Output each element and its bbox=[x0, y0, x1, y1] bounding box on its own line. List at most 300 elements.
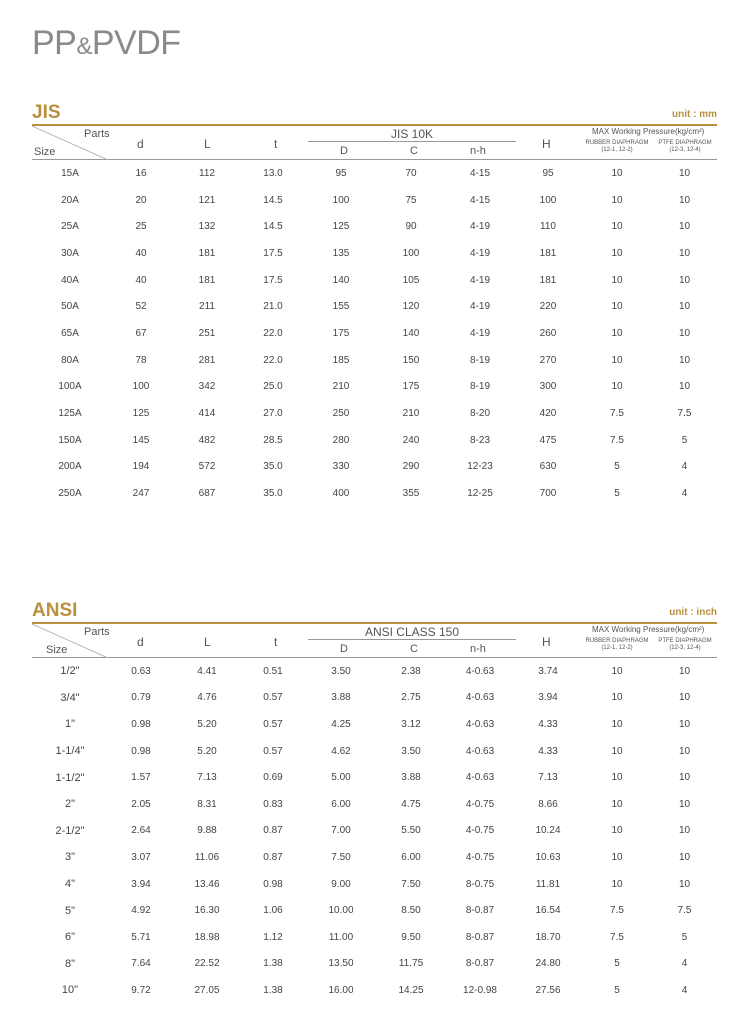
jis-cell-D: 330 bbox=[332, 461, 350, 473]
ansi-cell-H: 3.74 bbox=[538, 665, 558, 677]
ansi-cell-D: 7.50 bbox=[331, 851, 351, 863]
jis-cell-ptfe: 4 bbox=[681, 461, 688, 473]
jis-cell-size: 40A bbox=[61, 274, 79, 286]
ansi-cell-t: 0.83 bbox=[263, 798, 283, 810]
jis-table-row bbox=[32, 267, 717, 294]
jis-cell-nh: 4-19 bbox=[469, 301, 490, 313]
ansi-cell-H: 18.70 bbox=[535, 931, 561, 943]
ansi-header-t: t bbox=[274, 635, 278, 649]
jis-cell-C: 140 bbox=[402, 327, 420, 339]
jis-cell-ptfe: 10 bbox=[678, 194, 691, 206]
jis-cell-rubber: 5 bbox=[614, 461, 620, 473]
jis-cell-rubber: 7.5 bbox=[610, 408, 624, 420]
jis-cell-size: 250A bbox=[58, 488, 82, 500]
jis-cell-L: 342 bbox=[198, 381, 216, 393]
jis-cell-D: 250 bbox=[332, 408, 350, 420]
jis-cell-t: 22.0 bbox=[263, 327, 283, 339]
jis-cell-H: 420 bbox=[539, 408, 557, 420]
ansi-section-head bbox=[32, 600, 717, 622]
ansi-cell-D: 4.25 bbox=[331, 718, 351, 730]
ansi-cell-ptfe: 10 bbox=[678, 878, 691, 890]
jis-cell-rubber: 10 bbox=[611, 327, 623, 339]
jis-table-row bbox=[32, 293, 717, 320]
ansi-cell-H: 4.33 bbox=[538, 718, 558, 730]
jis-table-row bbox=[32, 160, 717, 187]
ansi-cell-t: 1.06 bbox=[263, 905, 283, 917]
jis-cell-t: 28.5 bbox=[263, 434, 283, 446]
jis-cell-size: 25A bbox=[61, 221, 79, 233]
jis-cell-d: 100 bbox=[132, 381, 150, 393]
ansi-cell-rubber: 10 bbox=[611, 825, 623, 837]
ansi-cell-L: 4.41 bbox=[197, 665, 217, 677]
jis-header-L: L bbox=[204, 137, 211, 151]
ansi-header-d: d bbox=[137, 635, 144, 649]
jis-cell-nh: 4-19 bbox=[469, 274, 490, 286]
ansi-cell-rubber: 5 bbox=[614, 958, 620, 970]
ansi-header-parts: Parts bbox=[84, 626, 110, 638]
ansi-cell-L: 5.20 bbox=[197, 745, 217, 757]
jis-cell-H: 270 bbox=[539, 354, 557, 366]
ansi-cell-t: 0.57 bbox=[263, 745, 283, 757]
ansi-cell-d: 9.72 bbox=[131, 984, 151, 996]
jis-cell-L: 132 bbox=[198, 221, 216, 233]
jis-table-row bbox=[32, 374, 717, 401]
ansi-cell-ptfe: 10 bbox=[678, 692, 691, 704]
jis-cell-D: 175 bbox=[332, 327, 350, 339]
ansi-cell-L: 8.31 bbox=[197, 798, 217, 810]
jis-cell-D: 210 bbox=[332, 381, 350, 393]
jis-cell-L: 121 bbox=[198, 194, 216, 206]
jis-rubber-label: RUBBER DIAPHRAGM bbox=[585, 140, 649, 146]
jis-cell-d: 16 bbox=[135, 167, 147, 179]
jis-cell-H: 300 bbox=[539, 381, 557, 393]
ansi-cell-ptfe: 10 bbox=[678, 851, 691, 863]
ansi-cell-C: 6.00 bbox=[401, 851, 421, 863]
jis-cell-nh: 8-19 bbox=[469, 354, 490, 366]
ansi-cell-d: 0.98 bbox=[131, 745, 151, 757]
ansi-cell-d: 7.64 bbox=[131, 958, 151, 970]
jis-cell-H: 475 bbox=[539, 434, 557, 446]
ansi-cell-d: 3.07 bbox=[131, 851, 151, 863]
jis-cell-d: 25 bbox=[135, 221, 147, 233]
ansi-cell-t: 0.51 bbox=[263, 665, 283, 677]
ansi-cell-ptfe: 10 bbox=[678, 825, 691, 837]
jis-cell-d: 247 bbox=[132, 488, 150, 500]
ansi-cell-C: 2.75 bbox=[401, 692, 421, 704]
ansi-cell-t: 1.38 bbox=[263, 984, 283, 996]
jis-cell-size: 15A bbox=[61, 167, 79, 179]
ansi-table-row bbox=[32, 871, 717, 898]
jis-ptfe-label: PTFE DIAPHRAGM bbox=[658, 140, 712, 146]
jis-cell-t: 13.0 bbox=[263, 167, 283, 179]
ansi-cell-d: 0.98 bbox=[131, 718, 151, 730]
jis-cell-C: 75 bbox=[405, 194, 417, 206]
ansi-cell-L: 27.05 bbox=[194, 984, 220, 996]
jis-cell-ptfe: 10 bbox=[678, 167, 691, 179]
jis-cell-size: 50A bbox=[61, 301, 79, 313]
jis-header-parts: Parts bbox=[84, 128, 110, 140]
ansi-cell-C: 8.50 bbox=[401, 905, 421, 917]
ansi-table-row bbox=[32, 711, 717, 738]
jis-cell-C: 90 bbox=[405, 221, 417, 233]
ansi-table-row bbox=[32, 764, 717, 791]
jis-header-nh: n-h bbox=[470, 145, 486, 157]
ansi-table-row bbox=[32, 818, 717, 845]
ansi-cell-C: 9.50 bbox=[401, 931, 421, 943]
jis-cell-t: 27.0 bbox=[263, 408, 283, 420]
ansi-cell-H: 24.80 bbox=[535, 958, 561, 970]
ansi-cell-t: 0.87 bbox=[263, 851, 283, 863]
jis-cell-t: 35.0 bbox=[263, 488, 283, 500]
jis-cell-nh: 12-25 bbox=[467, 488, 493, 500]
jis-cell-ptfe: 10 bbox=[678, 274, 691, 286]
ansi-header-ptfe bbox=[652, 638, 718, 652]
title-right: PVDF bbox=[91, 24, 181, 62]
ansi-cell-ptfe: 10 bbox=[678, 798, 691, 810]
ansi-cell-t: 0.87 bbox=[263, 825, 283, 837]
ansi-cell-d: 0.79 bbox=[131, 692, 151, 704]
jis-cell-t: 35.0 bbox=[263, 461, 283, 473]
ansi-header-C: C bbox=[410, 643, 418, 655]
ansi-cell-nh: 8-0.87 bbox=[465, 931, 495, 943]
ansi-cell-nh: 4-0.75 bbox=[465, 798, 495, 810]
ansi-table-row bbox=[32, 977, 717, 1004]
jis-cell-nh: 8-20 bbox=[469, 408, 490, 420]
ansi-cell-size: 1/2" bbox=[60, 665, 80, 678]
jis-header-size: Size bbox=[34, 146, 56, 158]
jis-cell-rubber: 10 bbox=[611, 301, 623, 313]
ansi-cell-size: 1" bbox=[64, 718, 76, 731]
ansi-cell-rubber: 10 bbox=[611, 665, 623, 677]
ansi-cell-C: 5.50 bbox=[401, 825, 421, 837]
jis-cell-L: 482 bbox=[198, 434, 216, 446]
ansi-cell-size: 5" bbox=[64, 904, 76, 917]
ansi-cell-t: 0.98 bbox=[263, 878, 283, 890]
jis-cell-C: 105 bbox=[402, 274, 420, 286]
ansi-cell-d: 0.63 bbox=[131, 665, 151, 677]
ansi-cell-nh: 12-0.98 bbox=[463, 984, 497, 996]
ansi-cell-rubber: 10 bbox=[611, 772, 623, 784]
ansi-cell-L: 11.06 bbox=[194, 851, 220, 863]
ansi-cell-H: 16.54 bbox=[535, 905, 561, 917]
title-amp: & bbox=[76, 33, 92, 60]
ansi-rubber-label: RUBBER DIAPHRAGM bbox=[585, 638, 649, 644]
ansi-ptfe-label: PTFE DIAPHRAGM bbox=[658, 638, 712, 644]
jis-cell-L: 251 bbox=[198, 327, 216, 339]
jis-table-row bbox=[32, 427, 717, 454]
jis-cell-D: 155 bbox=[332, 301, 350, 313]
jis-table-row bbox=[32, 400, 717, 427]
jis-cell-rubber: 5 bbox=[614, 488, 620, 500]
ansi-unit: unit : inch bbox=[669, 607, 717, 618]
jis-cell-D: 100 bbox=[332, 194, 350, 206]
jis-cell-L: 572 bbox=[198, 461, 216, 473]
ansi-cell-size: 10" bbox=[61, 984, 79, 997]
ansi-cell-size: 1-1/2" bbox=[55, 771, 85, 784]
jis-cell-nh: 4-15 bbox=[469, 167, 490, 179]
jis-header-d: d bbox=[137, 137, 144, 151]
jis-table-row bbox=[32, 347, 717, 374]
jis-cell-H: 110 bbox=[540, 221, 556, 233]
jis-cell-t: 14.5 bbox=[263, 221, 283, 233]
jis-cell-nh: 8-23 bbox=[469, 434, 490, 446]
ansi-cell-H: 10.24 bbox=[535, 825, 561, 837]
jis-cell-C: 290 bbox=[402, 461, 420, 473]
ansi-cell-C: 3.50 bbox=[401, 745, 421, 757]
jis-header-max-pressure: MAX Working Pressure(kg/cm²) bbox=[592, 127, 705, 136]
jis-cell-nh: 4-19 bbox=[469, 221, 490, 233]
jis-cell-H: 100 bbox=[539, 194, 557, 206]
jis-cell-H: 700 bbox=[539, 488, 557, 500]
ansi-cell-size: 1-1/4" bbox=[55, 745, 85, 758]
jis-cell-t: 17.5 bbox=[263, 247, 283, 259]
jis-cell-L: 414 bbox=[198, 408, 216, 420]
jis-cell-nh: 4-15 bbox=[469, 194, 490, 206]
ansi-cell-H: 3.94 bbox=[538, 692, 558, 704]
ansi-cell-ptfe: 7.5 bbox=[677, 905, 692, 917]
ansi-cell-nh: 4-0.63 bbox=[465, 745, 495, 757]
ansi-cell-C: 14.25 bbox=[398, 984, 424, 996]
ansi-table bbox=[32, 658, 717, 1004]
jis-cell-C: 175 bbox=[402, 381, 420, 393]
jis-cell-D: 400 bbox=[332, 488, 350, 500]
jis-cell-size: 65A bbox=[61, 327, 79, 339]
ansi-cell-nh: 4-0.75 bbox=[465, 825, 495, 837]
jis-cell-d: 145 bbox=[132, 434, 150, 446]
jis-cell-nh: 4-19 bbox=[469, 247, 490, 259]
ansi-cell-C: 4.75 bbox=[401, 798, 421, 810]
ansi-header-nh: n-h bbox=[470, 643, 486, 655]
ansi-table-row bbox=[32, 738, 717, 765]
jis-cell-rubber: 10 bbox=[611, 167, 623, 179]
ansi-cell-D: 3.50 bbox=[331, 665, 351, 677]
ansi-cell-rubber: 10 bbox=[611, 692, 623, 704]
jis-cell-d: 125 bbox=[132, 408, 150, 420]
ansi-table-row bbox=[32, 685, 717, 712]
jis-cell-L: 112 bbox=[199, 167, 215, 179]
ansi-cell-d: 3.94 bbox=[131, 878, 151, 890]
jis-cell-rubber: 10 bbox=[611, 221, 623, 233]
jis-unit: unit : mm bbox=[672, 109, 717, 120]
ansi-cell-t: 0.57 bbox=[263, 718, 283, 730]
title-left: PP bbox=[32, 24, 77, 62]
jis-table-row bbox=[32, 480, 717, 507]
ansi-ptfe-note: (12-3, 12-4) bbox=[669, 645, 701, 651]
jis-table-row bbox=[32, 187, 717, 214]
ansi-cell-D: 9.00 bbox=[331, 878, 351, 890]
jis-header-t: t bbox=[274, 137, 278, 151]
ansi-cell-size: 2" bbox=[64, 798, 76, 811]
ansi-cell-d: 2.05 bbox=[131, 798, 151, 810]
jis-cell-rubber: 10 bbox=[611, 381, 623, 393]
ansi-cell-d: 2.64 bbox=[131, 825, 151, 837]
ansi-cell-ptfe: 10 bbox=[678, 772, 691, 784]
jis-ptfe-note: (12-3, 12-4) bbox=[669, 147, 701, 153]
ansi-cell-C: 3.88 bbox=[401, 772, 421, 784]
jis-cell-t: 21.0 bbox=[263, 301, 283, 313]
jis-table-body bbox=[32, 160, 717, 507]
jis-cell-H: 260 bbox=[539, 327, 557, 339]
jis-cell-d: 67 bbox=[135, 327, 147, 339]
ansi-cell-C: 7.50 bbox=[401, 878, 421, 890]
ansi-header-group: ANSI CLASS 150 bbox=[308, 625, 516, 640]
ansi-cell-rubber: 5 bbox=[614, 984, 620, 996]
ansi-cell-H: 27.56 bbox=[535, 984, 561, 996]
ansi-cell-nh: 4-0.75 bbox=[465, 851, 495, 863]
jis-section bbox=[32, 102, 717, 507]
jis-cell-D: 95 bbox=[335, 167, 347, 179]
jis-cell-L: 687 bbox=[198, 488, 216, 500]
jis-cell-d: 40 bbox=[135, 274, 147, 286]
ansi-cell-nh: 8-0.75 bbox=[465, 878, 495, 890]
jis-cell-nh: 12-23 bbox=[467, 461, 493, 473]
ansi-cell-size: 6" bbox=[64, 931, 76, 944]
ansi-cell-D: 16.00 bbox=[328, 984, 354, 996]
jis-cell-ptfe: 10 bbox=[678, 354, 691, 366]
jis-table-row bbox=[32, 213, 717, 240]
jis-cell-size: 30A bbox=[61, 247, 79, 259]
jis-table-row bbox=[32, 320, 717, 347]
jis-header-group: JIS 10K bbox=[308, 127, 516, 142]
ansi-cell-size: 8" bbox=[64, 957, 76, 970]
ansi-cell-L: 9.88 bbox=[197, 825, 217, 837]
ansi-cell-t: 0.57 bbox=[263, 692, 283, 704]
jis-cell-ptfe: 4 bbox=[681, 488, 688, 500]
jis-cell-ptfe: 10 bbox=[678, 381, 691, 393]
ansi-cell-D: 13.50 bbox=[328, 958, 354, 970]
jis-cell-D: 185 bbox=[332, 354, 350, 366]
jis-cell-H: 220 bbox=[539, 301, 557, 313]
ansi-cell-ptfe: 5 bbox=[681, 931, 688, 943]
ansi-cell-D: 10.00 bbox=[328, 905, 354, 917]
ansi-header-max-pressure: MAX Working Pressure(kg/cm²) bbox=[592, 625, 705, 634]
jis-cell-L: 181 bbox=[198, 274, 216, 286]
ansi-cell-D: 5.00 bbox=[331, 772, 351, 784]
jis-cell-ptfe: 10 bbox=[678, 301, 691, 313]
ansi-cell-L: 5.20 bbox=[197, 718, 217, 730]
jis-cell-t: 22.0 bbox=[263, 354, 283, 366]
ansi-cell-ptfe: 10 bbox=[678, 665, 691, 677]
jis-cell-t: 14.5 bbox=[263, 194, 283, 206]
jis-header-rubber bbox=[582, 140, 652, 154]
jis-cell-size: 100A bbox=[58, 381, 82, 393]
jis-cell-D: 280 bbox=[332, 434, 350, 446]
ansi-cell-H: 4.33 bbox=[538, 745, 558, 757]
ansi-cell-L: 22.52 bbox=[194, 958, 220, 970]
ansi-cell-L: 4.76 bbox=[197, 692, 217, 704]
ansi-cell-rubber: 7.5 bbox=[610, 931, 624, 943]
ansi-cell-C: 11.75 bbox=[398, 958, 424, 970]
ansi-table-row bbox=[32, 791, 717, 818]
ansi-header-H: H bbox=[542, 635, 551, 649]
jis-cell-D: 135 bbox=[332, 247, 350, 259]
ansi-cell-nh: 8-0.87 bbox=[465, 905, 495, 917]
ansi-cell-H: 7.13 bbox=[538, 772, 558, 784]
jis-cell-size: 200A bbox=[58, 461, 82, 473]
ansi-cell-rubber: 10 bbox=[611, 718, 623, 730]
jis-title: JIS bbox=[32, 102, 61, 123]
ansi-cell-size: 2-1/2" bbox=[55, 824, 85, 837]
jis-cell-H: 181 bbox=[539, 247, 557, 259]
jis-cell-C: 240 bbox=[402, 434, 420, 446]
ansi-cell-D: 3.88 bbox=[331, 692, 351, 704]
ansi-cell-L: 18.98 bbox=[194, 931, 220, 943]
ansi-cell-size: 3/4" bbox=[60, 691, 80, 704]
jis-cell-ptfe: 10 bbox=[678, 221, 691, 233]
jis-header-D: D bbox=[340, 145, 348, 157]
jis-cell-nh: 4-19 bbox=[469, 327, 490, 339]
ansi-cell-t: 1.12 bbox=[263, 931, 283, 943]
jis-cell-H: 95 bbox=[542, 167, 554, 179]
jis-cell-ptfe: 7.5 bbox=[677, 408, 692, 420]
jis-cell-ptfe: 10 bbox=[678, 327, 691, 339]
jis-cell-d: 78 bbox=[135, 354, 147, 366]
ansi-cell-rubber: 10 bbox=[611, 878, 623, 890]
ansi-cell-d: 5.71 bbox=[131, 931, 151, 943]
ansi-cell-L: 13.46 bbox=[194, 878, 220, 890]
ansi-table-row bbox=[32, 897, 717, 924]
ansi-header-size: Size bbox=[46, 644, 68, 656]
ansi-cell-t: 0.69 bbox=[263, 772, 283, 784]
jis-section-head bbox=[32, 102, 717, 124]
ansi-table-header bbox=[32, 624, 717, 658]
ansi-cell-ptfe: 4 bbox=[681, 958, 688, 970]
ansi-cell-ptfe: 10 bbox=[678, 718, 691, 730]
jis-table-row bbox=[32, 240, 717, 267]
jis-cell-C: 70 bbox=[405, 167, 417, 179]
jis-cell-ptfe: 5 bbox=[681, 434, 688, 446]
page-title bbox=[32, 24, 181, 63]
ansi-cell-d: 4.92 bbox=[131, 905, 151, 917]
jis-cell-d: 52 bbox=[135, 301, 147, 313]
jis-cell-D: 140 bbox=[332, 274, 350, 286]
ansi-cell-D: 7.00 bbox=[331, 825, 351, 837]
ansi-cell-H: 11.81 bbox=[535, 878, 561, 890]
ansi-header-L: L bbox=[204, 635, 211, 649]
ansi-cell-C: 3.12 bbox=[401, 718, 421, 730]
ansi-cell-rubber: 10 bbox=[611, 745, 623, 757]
jis-cell-C: 150 bbox=[402, 354, 420, 366]
jis-table bbox=[32, 160, 717, 507]
jis-cell-C: 210 bbox=[402, 408, 420, 420]
ansi-cell-nh: 4-0.63 bbox=[465, 665, 495, 677]
ansi-table-body bbox=[32, 658, 717, 1004]
ansi-table-row bbox=[32, 924, 717, 951]
ansi-title: ANSI bbox=[32, 600, 78, 621]
ansi-cell-size: 3" bbox=[64, 851, 76, 864]
ansi-cell-D: 11.00 bbox=[328, 931, 354, 943]
ansi-cell-rubber: 7.5 bbox=[610, 905, 624, 917]
ansi-cell-rubber: 10 bbox=[611, 798, 623, 810]
ansi-cell-ptfe: 10 bbox=[678, 745, 691, 757]
ansi-cell-d: 1.57 bbox=[131, 772, 151, 784]
jis-table-row bbox=[32, 454, 717, 481]
ansi-rubber-note: (12-1, 12-2) bbox=[601, 645, 633, 651]
jis-cell-D: 125 bbox=[332, 221, 350, 233]
jis-cell-L: 281 bbox=[198, 354, 216, 366]
ansi-cell-L: 16.30 bbox=[194, 905, 220, 917]
ansi-cell-D: 6.00 bbox=[331, 798, 351, 810]
jis-rubber-note: (12-1, 12-2) bbox=[601, 147, 633, 153]
jis-cell-H: 181 bbox=[539, 274, 557, 286]
ansi-cell-ptfe: 4 bbox=[681, 984, 688, 996]
jis-cell-size: 150A bbox=[58, 434, 82, 446]
jis-cell-size: 20A bbox=[61, 194, 79, 206]
ansi-cell-nh: 8-0.87 bbox=[465, 958, 495, 970]
jis-header-H: H bbox=[542, 137, 551, 151]
ansi-cell-t: 1.38 bbox=[263, 958, 283, 970]
jis-cell-rubber: 7.5 bbox=[610, 434, 624, 446]
